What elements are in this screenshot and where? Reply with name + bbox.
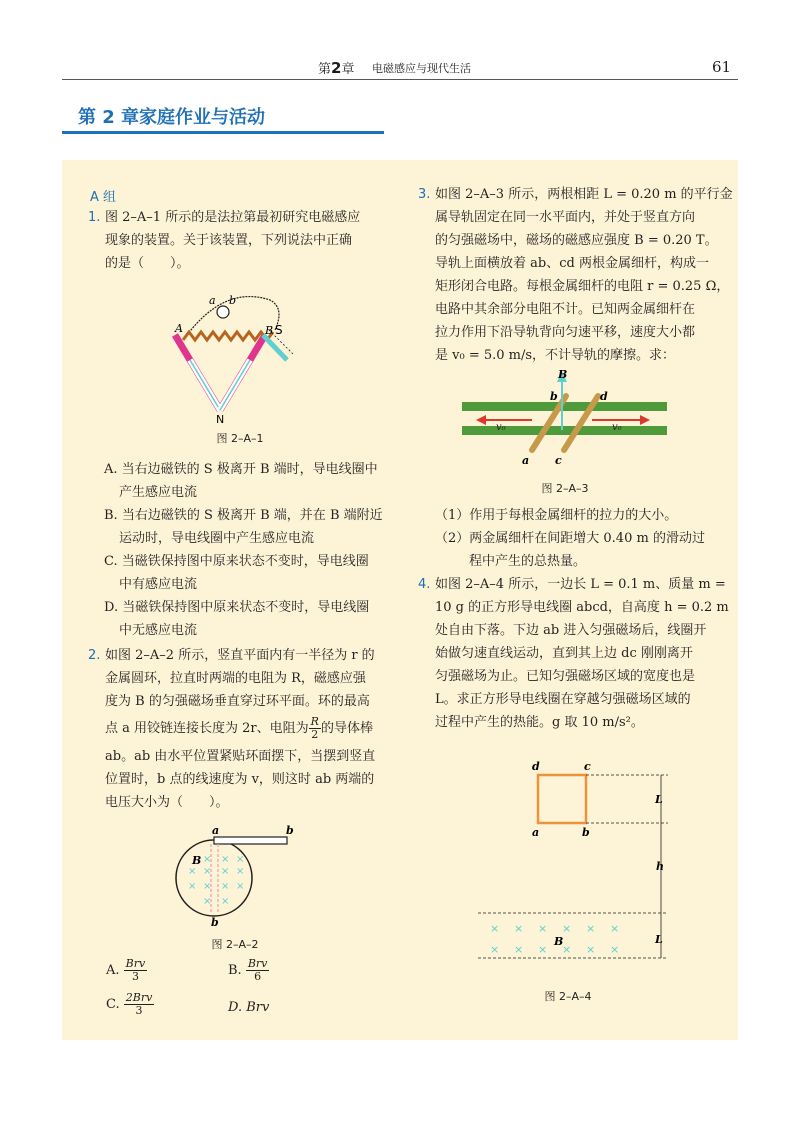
option-c-line: 中有感应电流 [119, 577, 198, 592]
svg-text:×: × [203, 854, 212, 865]
question-1-options [104, 458, 394, 642]
question-3-line: 如图 2–A–3 所示，两根相距 L = 0.20 m 的平行金 [435, 187, 733, 202]
question-4-line: 如图 2–A–4 所示，一边长 L = 0.1 m、质量 m = [435, 577, 726, 592]
question-4-line: 10 g 的正方形导电线圈 abcd，自高度 h = 0.2 m [435, 600, 729, 615]
sub-question-2: （2）两金属细杆在间距增大 0.40 m 的滑动过 [435, 531, 705, 546]
question-2-number: 2. [88, 648, 101, 663]
svg-text:×: × [221, 854, 230, 865]
option-c-fraction [124, 992, 155, 1017]
fig1-label-a: a [209, 294, 216, 307]
svg-text:×: × [514, 943, 524, 956]
q2-line4-pre: 点 a 用铰链连接长度为 2r、电阻为 [105, 721, 309, 736]
svg-text:×: × [586, 943, 596, 956]
fig1-label-A: A [175, 322, 183, 335]
figure-2-a-3-caption: 图 2–A–3 [541, 482, 589, 495]
question-1-line: 现象的装置。关于该装置，下列说法中正确 [105, 233, 353, 248]
figure-2-a-2-caption: 图 2–A–2 [211, 938, 259, 951]
question-3-stem [435, 183, 733, 367]
question-4-number: 4. [418, 577, 431, 592]
fig4-label-c: c [584, 760, 591, 773]
option-c-label: C. [106, 997, 120, 1012]
svg-text:×: × [221, 896, 230, 907]
figure-2-a-1-caption: 图 2–A–1 [216, 432, 264, 445]
metal-ring [176, 840, 252, 916]
fig3-label-v0-right: v₀ [612, 422, 622, 433]
option-a-fraction [124, 958, 148, 983]
fig1-label-N: N [216, 413, 225, 425]
figure-2-a-2 [170, 822, 300, 932]
fig3-label-a: a [522, 454, 530, 467]
question-3-line: 矩形闭合电路。每根金属细杆的电阻 r = 0.25 Ω， [435, 279, 730, 294]
question-4-line: 匀强磁场为止。已知匀强磁场区域的宽度也是 [435, 669, 696, 684]
option-a [106, 958, 147, 983]
question-1-stem [105, 206, 389, 275]
fig3-label-c: c [555, 454, 562, 467]
fig4-label-d: d [532, 760, 540, 773]
svg-text:×: × [514, 922, 524, 935]
svg-text:×: × [221, 881, 230, 892]
option-a [104, 458, 394, 504]
svg-text:×: × [562, 922, 572, 935]
galvanometer-icon [217, 306, 229, 318]
figure-2-a-4-caption: 图 2–A–4 [544, 990, 592, 1003]
question-3-line: 拉力作用下沿导轨背向匀速平移，速度大小都 [435, 325, 696, 340]
frac-den: 3 [135, 1004, 143, 1017]
svg-text:×: × [236, 866, 245, 877]
frac-den: 6 [254, 970, 262, 983]
option-d [104, 596, 394, 642]
title-underline [62, 131, 384, 134]
fig3-label-d: d [600, 390, 608, 403]
sub-question-1: （1）作用于每根金属细杆的拉力的大小。 [435, 508, 678, 523]
svg-text:×: × [203, 866, 212, 877]
option-d-line: D. 当磁铁保持图中原来状态不变时，导电线圈 [104, 600, 370, 615]
question-4-line: 过程中产生的热能。g 取 10 m/s²。 [435, 715, 644, 730]
page-number: 61 [712, 58, 732, 76]
figure-2-a-3 [462, 368, 667, 468]
question-2-line-fraction [105, 713, 389, 745]
question-1-number: 1. [88, 210, 101, 225]
fig2-label-b-bottom: b [211, 916, 219, 929]
svg-text:×: × [538, 922, 548, 935]
option-d: D. Brv [228, 1000, 270, 1015]
option-b [228, 958, 269, 983]
conductor-rod-horizontal [214, 837, 287, 844]
option-c-line: C. 当磁铁保持图中原来状态不变时，导电线圈 [104, 554, 369, 569]
frac-num: 2Brv [125, 991, 153, 1004]
question-4-line: L。求正方形导电线圈在穿越匀强磁场区域的 [435, 692, 691, 707]
svg-text:×: × [236, 854, 245, 865]
option-c [104, 550, 394, 596]
svg-text:×: × [490, 943, 500, 956]
option-c [106, 992, 154, 1017]
frac-den: 3 [131, 970, 139, 983]
frac-den: 2 [311, 728, 319, 741]
question-3-line: 电路中其余部分电阻不计。已知两金属细杆在 [435, 302, 696, 317]
question-3-number: 3. [418, 187, 431, 202]
svg-text:×: × [188, 866, 197, 877]
question-4-line: 始做匀速直线运动，直到其上边 dc 刚刚离开 [435, 646, 693, 661]
svg-text:×: × [562, 943, 572, 956]
running-header-topic: 电磁感应与现代生活 [372, 62, 471, 75]
frac-num: Brv [247, 957, 268, 970]
question-3-line: 导轨上面横放着 ab、cd 两根金属细杆，构成一 [435, 256, 709, 271]
question-3-line: 属导轨固定在同一水平面内，并处于竖直方向 [435, 210, 696, 225]
svg-text:×: × [188, 881, 197, 892]
question-2-stem [105, 644, 389, 814]
frac-num: Brv [125, 957, 146, 970]
svg-text:×: × [236, 881, 245, 892]
fig4-label-h: h [656, 860, 664, 873]
group-label: A 组 [90, 190, 117, 205]
question-3-line: 是 v₀ = 5.0 m/s，不计导轨的摩擦。求： [435, 348, 676, 363]
option-b-label: B. [228, 963, 242, 978]
question-3-subparts [435, 504, 725, 573]
fig3-label-v0-left: v₀ [496, 422, 506, 433]
figure-2-a-1 [165, 290, 315, 425]
question-2-line: 如图 2–A–2 所示，竖直平面内有一半径为 r 的 [105, 648, 375, 663]
fig3-label-b: b [550, 390, 558, 403]
svg-text:×: × [610, 943, 620, 956]
square-coil [538, 775, 586, 823]
option-b-fraction [246, 958, 270, 983]
question-2-line: ab。ab 由水平位置紧贴环面摆下，当摆到竖直 [105, 749, 376, 764]
svg-text:×: × [221, 866, 230, 877]
frac-num: R [310, 715, 319, 728]
option-b [104, 504, 394, 550]
q2-line4-post: 的导体棒 [320, 721, 373, 736]
fig4-label-a: a [532, 826, 540, 839]
question-1-line: 的是（ ）。 [105, 256, 190, 271]
header-divider [62, 79, 738, 80]
svg-text:×: × [586, 922, 596, 935]
option-b-line: 运动时，导电线圈中产生感应电流 [119, 531, 315, 546]
question-2-line: 度为 B 的匀强磁场垂直穿过环平面。环的最高 [105, 694, 370, 709]
fig4-label-B: B [554, 935, 564, 948]
fig4-label-L-top: L [655, 793, 663, 806]
question-3-line: 的匀强磁场中，磁场的磁感应强度 B = 0.20 T。 [435, 233, 718, 248]
fraction-r-over-2 [309, 716, 321, 741]
svg-text:×: × [203, 896, 212, 907]
option-a-line: A. 当右边磁铁的 S 极离开 B 端时，导电线圈中 [104, 462, 378, 477]
question-4-line: 处自由下落。下边 ab 进入匀强磁场后，线圈开 [435, 623, 707, 638]
fig4-label-L-bottom: L [655, 933, 663, 946]
fig2-label-B: B [192, 854, 202, 867]
svg-text:×: × [203, 881, 212, 892]
sub-question-2-cont: 程中产生的总热量。 [469, 554, 587, 569]
question-2-line: 金属圆环，拉直时两端的电阻为 R，磁感应强 [105, 671, 366, 686]
fig3-label-B: B [558, 368, 568, 381]
svg-text:×: × [610, 922, 620, 935]
option-b-line: B. 当右边磁铁的 S 极离开 B 端，并在 B 端附近 [104, 508, 383, 523]
question-2-line: 位置时，b 点的线速度为 v，则这时 ab 两端的 [105, 772, 375, 787]
fig1-label-B: B [265, 324, 274, 337]
question-1-line: 图 2–A–1 所示的是法拉第最初研究电磁感应 [105, 210, 361, 225]
fig1-label-S: S [275, 323, 283, 337]
fig2-label-b-top: b [286, 824, 294, 837]
section-title: 第 2 章家庭作业与活动 [78, 107, 266, 128]
rail-bottom [462, 426, 667, 435]
question-4-stem [435, 573, 729, 734]
fig2-label-a: a [212, 824, 220, 837]
question-2-line: 电压大小为（ ）。 [105, 795, 229, 810]
option-a-line: 产生感应电流 [119, 485, 198, 500]
fig4-label-b: b [582, 826, 590, 839]
fig1-label-b: b [229, 294, 237, 307]
running-header-chapter: 第2章 [318, 59, 355, 77]
svg-text:×: × [490, 922, 500, 935]
option-a-label: A. [106, 963, 120, 978]
option-d-line: 中无感应电流 [119, 623, 198, 638]
svg-text:×: × [538, 943, 548, 956]
figure-2-a-4 [478, 758, 688, 968]
